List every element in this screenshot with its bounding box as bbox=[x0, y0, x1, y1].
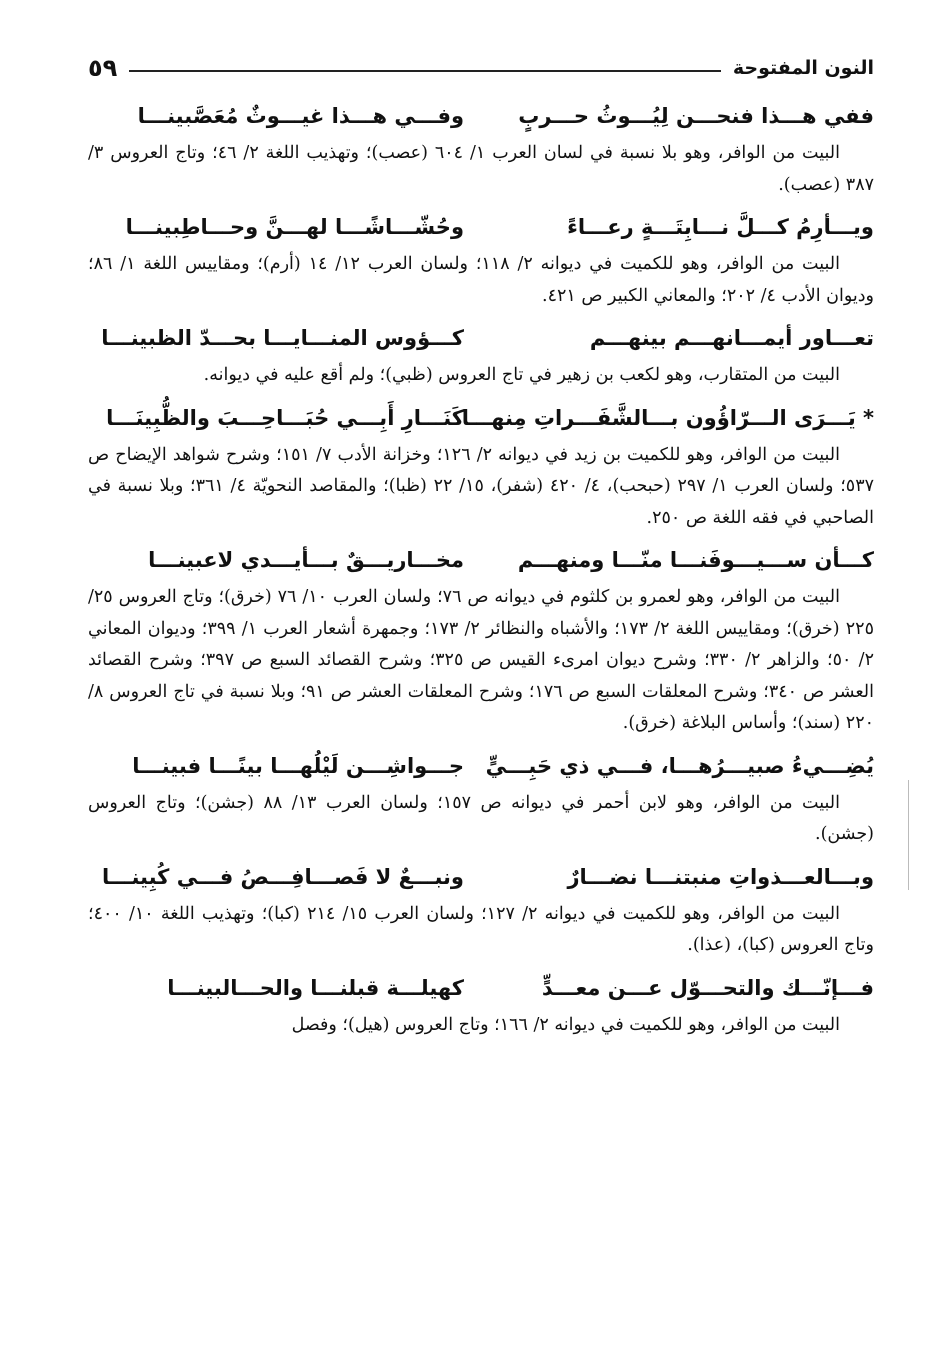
first-hemistich: ويـــأرِمُ كـــلَّ نـــابِتَـــةٍ رعـــاءً bbox=[567, 215, 874, 239]
poetry-entry bbox=[88, 396, 874, 535]
verse-commentary: البيت من الوافر، وهو للكميت في ديوانه ٢/ ١٦٦؛ وتاج العروس (هيل)؛ وفصل bbox=[291, 1014, 840, 1035]
poetry-entry bbox=[88, 205, 874, 312]
verse-line bbox=[88, 205, 874, 249]
first-hemistich: يُضِـــيءُ صبيـــرُهـــا، فـــي ذي حَبِـــيٍّ bbox=[485, 753, 874, 778]
chapter-title: النون المفتوحة bbox=[732, 57, 874, 79]
verse-commentary: البيت من الوافر، وهو لابن أحمر في ديوانه ص ١٥٧؛ ولسان العرب ١٣/ ٨٨ (جشن)؛ وتاج العروس (جشن). bbox=[88, 792, 874, 844]
first-hemistich: كـــأن ســـيـــوفَنـــا منّـــا ومنهـــم bbox=[517, 548, 874, 572]
book-page bbox=[88, 48, 874, 1045]
verse-line bbox=[88, 396, 874, 440]
second-hemistich: كَنَـــارِ أَبِـــي حُبَـــاحِـــبَ والظُّبِينَـــا bbox=[106, 405, 464, 430]
second-hemistich: كـــؤوس المنـــايـــا بحـــدّ الظبينـــا bbox=[101, 326, 464, 350]
verse-commentary: البيت من الوافر، وهو للكميت في ديوانه ٢/ ١١٨؛ ولسان العرب ١٢/ ١٤ (أرم)؛ ومقاييس اللغة ١/ ٨٦؛ وديوان الأدب ٤/ ٢٠٢؛ والمعاني الكبير ص ٤٢١. bbox=[88, 254, 874, 306]
verse-commentary: البيت من المتقارب، وهو لكعب بن زهير في تاج العروس (ظبي)؛ ولم أقع عليه في ديوانه. bbox=[203, 365, 840, 385]
second-hemistich: ونبـــعٌ لا فَصـــافِـــصُ فـــي كُبِينـــا bbox=[102, 864, 464, 889]
page-number: ٥٩ bbox=[88, 54, 118, 82]
verse-commentary: البيت من الوافر، وهو للكميت بن زيد في ديوانه ٢/ ١٢٦؛ وخزانة الأدب ٧/ ١٥١؛ وشرح شواهد الإيضاح ص ٥٣٧؛ ولسان العرب ١/ ٢٩٧ (حبحب)، ٤/ ٤٢٠ (شفر)، ١٥/ ٢٢ (ظبا)؛ والمقاصد النحويّة ٤/ ٣٦١؛ وبلا نسبة في الصاحبي في فقه اللغة ص ٢٥٠. bbox=[88, 444, 874, 528]
first-hemistich: فـــإنّـــك والتحـــوّل عـــن معـــدٍّ bbox=[541, 975, 874, 1000]
first-hemistich: * يَـــرَى الـــرّاؤُون بـــالشَّفَـــراتِ مِنهـــا bbox=[461, 405, 874, 430]
poetry-entry bbox=[88, 538, 874, 740]
verse-line bbox=[88, 966, 874, 1010]
verse-line bbox=[88, 94, 874, 138]
second-hemistich: كهيلـــة قبلنـــا والحـــالبينـــا bbox=[167, 975, 464, 1000]
verse-commentary: البيت من الوافر، وهو للكميت في ديوانه ٢/ ١٢٧؛ ولسان العرب ١٥/ ٢١٤ (كبا)؛ وتهذيب اللغة ١٠/ ٤٠٠؛ وتاج العروس (كبا)، (عذا). bbox=[88, 903, 874, 955]
poetry-entry bbox=[88, 855, 874, 962]
second-hemistich: وحُشّـــاشًـــا لهـــنَّ وحـــاطِبينـــا bbox=[125, 215, 464, 239]
poetry-entry bbox=[88, 316, 874, 392]
poetry-entry bbox=[88, 744, 874, 851]
first-hemistich: ففي هـــذا فنحـــن لِيُـــوثُ حـــربٍ bbox=[518, 104, 874, 128]
first-hemistich: وبـــالعـــذواتِ منبتنـــا نضـــارٌ bbox=[567, 864, 874, 889]
page-header bbox=[88, 48, 874, 88]
second-hemistich: جـــواشِـــن لَيْلُهـــا بينًـــا فبينـــا bbox=[132, 753, 464, 778]
poetry-entry bbox=[88, 94, 874, 201]
verse-line bbox=[88, 855, 874, 899]
verse-commentary: البيت من الوافر، وهو بلا نسبة في لسان العرب ١/ ٦٠٤ (عصب)؛ وتهذيب اللغة ٢/ ٤٦؛ وتاج العروس ٣/ ٣٨٧ (عصب). bbox=[88, 143, 874, 195]
poetry-entry bbox=[88, 966, 874, 1042]
verse-line bbox=[88, 538, 874, 582]
verse-commentary: البيت من الوافر، وهو لعمرو بن كلثوم في ديوانه ص ٧٦؛ ولسان العرب ١٠/ ٧٦ (خرق)؛ وتاج العروس ٢٥/ ٢٢٥ (خرق)؛ ومقاييس اللغة ٢/ ١٧٣؛ والأشباه والنظائر ٢/ ١٧٣؛ وجمهرة أشعار العرب ١/ ٣٩٩؛ وديوان المعاني ٢/ ٥٠؛ والزاهر ٢/ ٣٣٠؛ وشرح ديوان امرىء القيس ص ٣٢٥؛ وشرح القصائد السبع ص ٣٩٧؛ وشرح القصائد العشر ص ٣٤٠؛ وشرح المعلقات السبع ص ١٧٦؛ وشرح المعلقات العشر ص ٩١؛ وبلا نسبة في تاج العروس ٨/ ٢٢٠ (سند)؛ وأساس البلاغة (خرق). bbox=[88, 587, 874, 733]
verse-line bbox=[88, 744, 874, 788]
second-hemistich: وفـــي هـــذا غيـــوثٌ مُعَصَّبينـــا bbox=[137, 104, 464, 128]
verse-line bbox=[88, 316, 874, 360]
first-hemistich: تعـــاور أيمـــانهـــم بينهـــم bbox=[589, 326, 874, 350]
second-hemistich: مخـــاريـــقٌ بـــأيـــدي لاعبينـــا bbox=[148, 548, 464, 572]
margin-rule bbox=[908, 780, 909, 890]
header-rule bbox=[129, 70, 721, 72]
